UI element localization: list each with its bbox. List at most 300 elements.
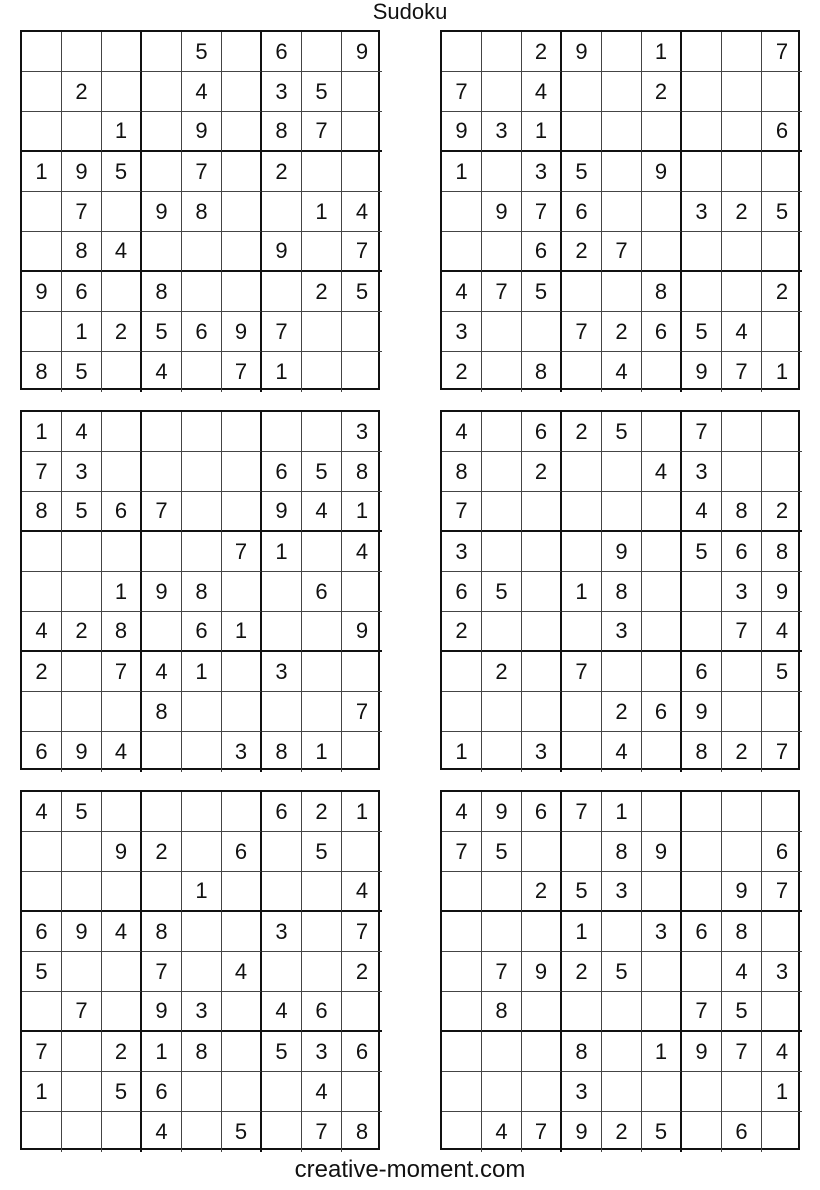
sudoku-cell [722,452,762,492]
sudoku-cell: 5 [302,832,342,872]
sudoku-cell [142,152,182,192]
sudoku-cell [642,352,682,392]
sudoku-cell [602,492,642,532]
sudoku-cell: 7 [722,612,762,652]
sudoku-cell [522,992,562,1032]
sudoku-cell: 4 [342,872,382,912]
sudoku-cell [302,312,342,352]
sudoku-cell: 9 [62,912,102,952]
sudoku-cell [682,832,722,872]
sudoku-cell [602,452,642,492]
sudoku-cell [302,232,342,272]
sudoku-cell [722,72,762,112]
sudoku-cell [442,1072,482,1112]
sudoku-cell: 6 [522,792,562,832]
sudoku-cell: 7 [102,652,142,692]
sudoku-cell [182,1072,222,1112]
sudoku-cell [722,652,762,692]
sudoku-board-1 [20,30,380,390]
sudoku-cell: 3 [262,652,302,692]
sudoku-cell [762,452,802,492]
sudoku-cell [722,232,762,272]
sudoku-cell: 7 [22,452,62,492]
sudoku-cell: 1 [562,912,602,952]
sudoku-cell: 7 [262,312,302,352]
sudoku-cell: 5 [682,312,722,352]
sudoku-cell: 4 [482,1112,522,1152]
sudoku-cell [102,32,142,72]
sudoku-cell: 8 [355,1119,369,1144]
sudoku-cell [222,112,262,152]
sudoku-cell [682,1072,722,1112]
sudoku-cell: 6 [762,832,802,872]
sudoku-cell [602,32,642,72]
sudoku-cell [222,1032,262,1072]
sudoku-cell: 9 [222,312,262,352]
sudoku-cell: 2 [522,32,562,72]
sudoku-cell [142,792,182,832]
sudoku-cell: 8 [342,452,382,492]
sudoku-cell [102,992,142,1032]
sudoku-cell [62,532,102,572]
sudoku-cell: 5 [642,1112,682,1152]
sudoku-cell: 9 [262,232,302,272]
sudoku-cell [22,532,62,572]
sudoku-cell [182,732,222,772]
sudoku-cell: 1 [22,412,62,452]
sudoku-cell: 1 [102,112,142,152]
sudoku-cell: 7 [222,352,262,392]
sudoku-cell: 4 [442,272,482,312]
sudoku-cell: 9 [182,112,222,152]
sudoku-cell [642,192,682,232]
sudoku-cell: 7 [722,352,762,392]
sudoku-cell: 4 [182,72,222,112]
sudoku-cell: 2 [562,952,602,992]
sudoku-cell: 9 [62,152,102,192]
sudoku-cell [642,952,682,992]
sudoku-cell [642,652,682,692]
sudoku-cell [522,1072,562,1112]
sudoku-cell [722,1072,762,1112]
sudoku-cell [482,612,522,652]
sudoku-cell [182,912,222,952]
sudoku-cell [522,832,562,872]
sudoku-cell: 3 [222,732,262,772]
sudoku-cell [102,952,142,992]
sudoku-cell [722,832,762,872]
sudoku-cell [522,492,562,532]
sudoku-cell [62,1112,102,1152]
sudoku-cell [682,72,722,112]
sudoku-cell: 1 [302,192,342,232]
sudoku-cell [602,152,642,192]
sudoku-cell: 5 [562,872,602,912]
sudoku-cell [642,532,682,572]
sudoku-cell [722,152,762,192]
sudoku-cell [562,452,602,492]
sudoku-cell [182,692,222,732]
sudoku-cell: 5 [482,832,522,872]
sudoku-cell [562,992,602,1032]
sudoku-cell: 5 [62,792,102,832]
sudoku-cell: 2 [302,272,342,312]
sudoku-cell: 9 [342,32,382,72]
sudoku-cell: 8 [722,492,762,532]
sudoku-cell: 5 [142,312,182,352]
sudoku-cell [302,872,342,912]
sudoku-cell [62,872,102,912]
sudoku-cell [222,692,262,732]
sudoku-cell [262,272,302,312]
sudoku-cell [222,192,262,232]
sudoku-cell [62,1072,102,1112]
sudoku-cell: 1 [522,112,562,152]
sudoku-cell [22,1112,62,1152]
sudoku-cell: 6 [302,572,342,612]
sudoku-cell [482,532,522,572]
sudoku-cell [302,612,342,652]
sudoku-cell: 3 [682,192,722,232]
sudoku-cell [302,532,342,572]
sudoku-cell: 7 [442,832,482,872]
sudoku-cell: 2 [522,872,562,912]
sudoku-cell [762,1112,802,1152]
sudoku-cell: 8 [182,572,222,612]
sudoku-cell: 7 [342,912,382,952]
sudoku-cell: 1 [302,732,342,772]
sudoku-cell [442,652,482,692]
sudoku-board-5 [20,790,380,1150]
sudoku-cell: 8 [142,912,182,952]
sudoku-cell: 8 [62,232,102,272]
sudoku-cell [342,732,382,772]
sudoku-cell [562,732,602,772]
sudoku-cell: 6 [722,1112,762,1152]
sudoku-cell [522,532,562,572]
sudoku-cell: 4 [602,732,642,772]
sudoku-cell: 9 [682,1032,722,1072]
sudoku-cell: 7 [775,739,789,764]
sudoku-cell: 6 [722,532,762,572]
sudoku-cell [482,1032,522,1072]
sudoku-cell: 7 [682,412,722,452]
sudoku-cell: 1 [142,1032,182,1072]
sudoku-cell: 1 [22,1072,62,1112]
sudoku-cell: 1 [262,352,302,392]
sudoku-cell [102,792,142,832]
sudoku-cell: 9 [442,112,482,152]
sudoku-cell: 8 [482,992,522,1032]
sudoku-cell [342,572,382,612]
sudoku-cell [682,152,722,192]
sudoku-cell: 8 [602,572,642,612]
sudoku-cell [62,692,102,732]
sudoku-cell: 7 [62,192,102,232]
sudoku-cell: 2 [602,1112,642,1152]
sudoku-cell: 7 [682,992,722,1032]
sudoku-cell [302,652,342,692]
sudoku-cell: 7 [562,792,602,832]
sudoku-cell [562,112,602,152]
sudoku-cell: 8 [522,352,562,392]
sudoku-cell: 9 [682,352,722,392]
sudoku-cell [142,112,182,152]
sudoku-cell: 7 [602,232,642,272]
sudoku-cell: 6 [262,452,302,492]
sudoku-cell: 4 [442,412,482,452]
sudoku-cell: 8 [142,272,182,312]
sudoku-cell [182,952,222,992]
sudoku-cell: 9 [102,832,142,872]
sudoku-cell: 1 [442,732,482,772]
sudoku-cell: 4 [62,412,102,452]
sudoku-cell [302,692,342,732]
sudoku-cell [442,952,482,992]
sudoku-cell: 5 [262,1032,302,1072]
sudoku-board-3 [20,410,380,770]
sudoku-cell [682,232,722,272]
sudoku-cell [482,872,522,912]
sudoku-cell: 4 [762,1032,802,1072]
sudoku-cell: 3 [722,572,762,612]
sudoku-cell: 6 [142,1072,182,1112]
sudoku-cell [522,912,562,952]
sudoku-cell [102,272,142,312]
sudoku-cell [182,832,222,872]
sudoku-cell: 7 [482,272,522,312]
sudoku-cell: 9 [682,692,722,732]
sudoku-cell [222,872,262,912]
sudoku-cell: 6 [562,192,602,232]
sudoku-cell: 2 [522,452,562,492]
sudoku-cell: 3 [642,912,682,952]
sudoku-cell [482,692,522,732]
sudoku-cell: 5 [222,1112,262,1152]
sudoku-cell [442,32,482,72]
sudoku-cell [762,312,802,352]
sudoku-cell [262,832,302,872]
sudoku-cell: 5 [562,152,602,192]
sudoku-cell [762,992,802,1032]
sudoku-cell [222,152,262,192]
sudoku-cell [342,832,382,872]
sudoku-cell: 4 [302,492,342,532]
sudoku-cell: 1 [182,872,222,912]
sudoku-cell [522,612,562,652]
sudoku-cell: 8 [602,832,642,872]
sudoku-cell [342,992,382,1032]
sudoku-cell [642,612,682,652]
sudoku-cell: 5 [102,1072,142,1112]
sudoku-cell: 6 [262,32,302,72]
sudoku-cell: 4 [602,352,642,392]
sudoku-cell [442,912,482,952]
sudoku-cell: 5 [302,72,342,112]
sudoku-cell [222,272,262,312]
sudoku-cell [722,792,762,832]
sudoku-cell [642,112,682,152]
sudoku-cell: 5 [762,652,802,692]
sudoku-cell: 6 [682,652,722,692]
sudoku-cell: 7 [342,692,382,732]
sudoku-cell: 2 [762,492,802,532]
sudoku-cell: 6 [522,232,562,272]
sudoku-cell: 7 [142,952,182,992]
sudoku-cell [222,992,262,1032]
sudoku-cell [722,112,762,152]
sudoku-cell [182,272,222,312]
sudoku-cell [142,872,182,912]
sudoku-cell: 5 [302,452,342,492]
sudoku-cell [342,352,382,392]
sudoku-cell [482,232,522,272]
sudoku-cell: 8 [682,732,722,772]
sudoku-cell: 1 [602,792,642,832]
sudoku-cell: 5 [482,572,522,612]
sudoku-cell: 6 [22,732,62,772]
sudoku-cell [222,1072,262,1112]
sudoku-cell [602,1032,642,1072]
sudoku-cell [642,872,682,912]
sudoku-cell [682,112,722,152]
sudoku-cell [642,412,682,452]
sudoku-cell [22,692,62,732]
sudoku-cell: 3 [442,312,482,352]
sudoku-cell: 2 [482,652,522,692]
sudoku-cell [182,492,222,532]
sudoku-cell: 9 [642,152,682,192]
sudoku-cell: 6 [442,572,482,612]
sudoku-cell: 3 [602,872,642,912]
sudoku-cell: 2 [442,352,482,392]
sudoku-cell: 5 [602,952,642,992]
sudoku-cell: 6 [682,912,722,952]
sudoku-cell [22,312,62,352]
sudoku-cell [62,832,102,872]
sudoku-cell [142,612,182,652]
sudoku-cell: 2 [562,232,602,272]
sudoku-cell [222,652,262,692]
sudoku-cell: 3 [602,612,642,652]
sudoku-cell: 4 [222,952,262,992]
sudoku-cell: 9 [642,832,682,872]
sudoku-cell: 3 [522,732,562,772]
sudoku-cell: 5 [522,272,562,312]
sudoku-cell [522,692,562,732]
sudoku-cell: 7 [522,192,562,232]
sudoku-cell: 1 [762,1072,802,1112]
sudoku-cell: 6 [342,1032,382,1072]
sudoku-cell: 9 [602,532,642,572]
sudoku-cell [642,1072,682,1112]
sudoku-cell [62,32,102,72]
sudoku-cell: 5 [602,412,642,452]
sudoku-cell [222,492,262,532]
sudoku-cell [562,832,602,872]
sudoku-cell: 7 [442,492,482,532]
sudoku-cell: 7 [522,1112,562,1152]
sudoku-cell [222,32,262,72]
sudoku-cell [522,652,562,692]
sudoku-cell [22,832,62,872]
sudoku-cell [762,152,802,192]
sudoku-cell: 4 [262,992,302,1032]
sudoku-cell: 8 [442,452,482,492]
sudoku-cell: 5 [62,492,102,532]
sudoku-cell [262,872,302,912]
sudoku-cell [182,352,222,392]
sudoku-cell [562,352,602,392]
sudoku-cell [722,272,762,312]
sudoku-cell [562,612,602,652]
sudoku-cell [762,72,802,112]
sudoku-cell [62,1032,102,1072]
sudoku-cell: 1 [22,152,62,192]
sudoku-cell: 8 [642,272,682,312]
sudoku-cell: 8 [262,112,302,152]
sudoku-cell [482,732,522,772]
sudoku-cell: 9 [762,572,802,612]
sudoku-cell: 7 [182,152,222,192]
sudoku-cell [482,492,522,532]
sudoku-cell [302,912,342,952]
sudoku-cell: 4 [102,732,142,772]
sudoku-cell [262,692,302,732]
sudoku-cell: 1 [342,792,382,832]
sudoku-cell [302,152,342,192]
sudoku-cell: 9 [722,872,762,912]
sudoku-cell [482,32,522,72]
sudoku-cell [262,952,302,992]
sudoku-cell: 6 [642,692,682,732]
sudoku-cell: 3 [342,412,382,452]
sudoku-cell [482,312,522,352]
sudoku-cell [142,732,182,772]
sudoku-cell: 3 [682,452,722,492]
sudoku-cell: 6 [22,912,62,952]
sudoku-cell [342,312,382,352]
sudoku-cell [722,692,762,732]
sudoku-cell: 3 [182,992,222,1032]
sudoku-cell: 3 [482,112,522,152]
sudoku-cell [642,732,682,772]
sudoku-cell [682,572,722,612]
sudoku-cell: 2 [602,692,642,732]
sudoku-cell [722,32,762,72]
sudoku-cell: 3 [562,1072,602,1112]
sudoku-cell: 3 [522,152,562,192]
sudoku-cell: 8 [762,532,802,572]
sudoku-cell: 7 [762,32,802,72]
sudoku-cell: 9 [22,272,62,312]
sudoku-cell [262,1112,302,1152]
sudoku-cell: 5 [62,352,102,392]
sudoku-cell: 2 [562,412,602,452]
sudoku-cell: 3 [262,912,302,952]
sudoku-cell: 7 [442,72,482,112]
sudoku-cell: 7 [562,652,602,692]
sudoku-cell: 4 [762,612,802,652]
sudoku-cell [102,412,142,452]
sudoku-cell: 6 [62,272,102,312]
sudoku-cell: 2 [102,1032,142,1072]
sudoku-cell: 4 [142,1112,182,1152]
sudoku-cell [102,452,142,492]
sudoku-cell: 4 [142,652,182,692]
sudoku-cell: 9 [62,732,102,772]
sudoku-cell: 9 [562,32,602,72]
